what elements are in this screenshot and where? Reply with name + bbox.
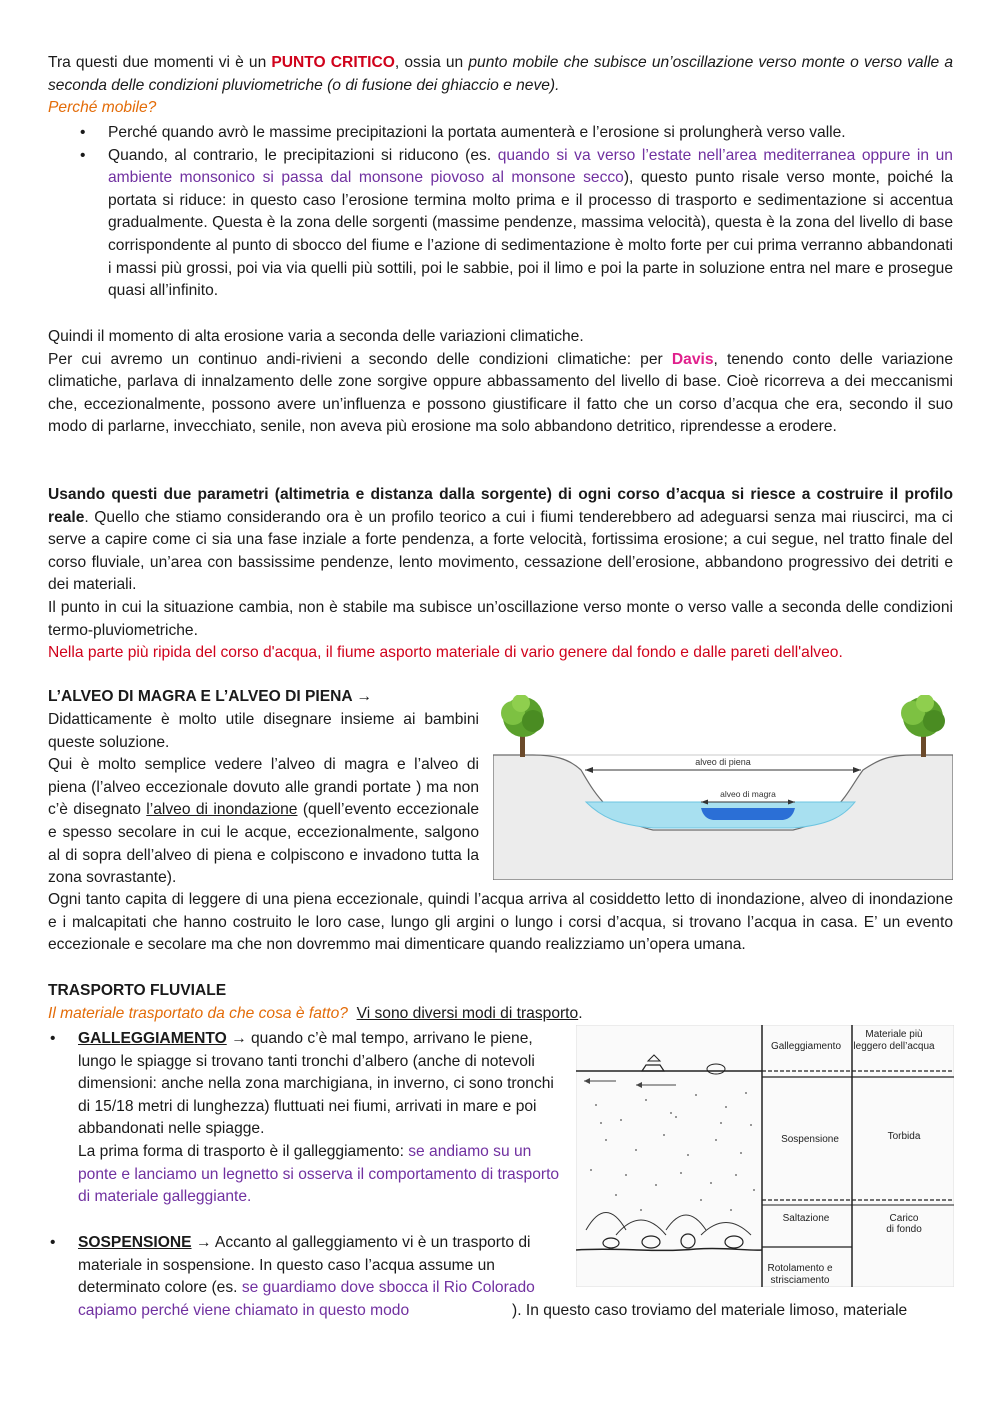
label-galleggiamento: Galleggiamento	[770, 1041, 842, 1052]
paragraph-profilo	[48, 484, 953, 665]
label-rotolamento-2: strisciamento	[770, 1275, 830, 1286]
bullet-list-1	[48, 122, 953, 303]
transport-list-2	[48, 1232, 563, 1322]
text-example: quando si va verso l’estate nell’area mediterranea oppure in un ambiente monsonico si passa dal monsone piovoso al monsone secco	[108, 146, 953, 187]
label-materiale-1: Materiale più	[865, 1029, 923, 1040]
label-materiale-2: leggero dell’acqua	[853, 1041, 935, 1052]
text-bold: Usando questi due parametri (altimetria e distanza dalla sorgente) di ogni corso d’acqua si riesce a costruire il profilo reale	[48, 486, 953, 526]
text: , ossia un	[394, 54, 469, 71]
text-italic: punto mobile che subisce un’oscillazione verso monte o verso valle a seconda delle condizioni pluviometriche (o di fusione dei ghiaccio e neve).	[48, 54, 953, 94]
text: Qui è molto semplice vedere l’alveo di magra e l’alveo di piena (l’alveo eccezionale dovuto alle grandi portate ) ma non c’è disegnato	[48, 756, 479, 819]
transport-list	[48, 1028, 563, 1209]
text: Didatticamente è molto utile disegnare insieme ai bambini queste soluzione.	[48, 711, 479, 751]
text-red: Nella parte più ripida del corso d'acqua, il fiume asporto materiale di vario genere dal fondo e dalle pareti dell'alveo.	[48, 644, 843, 662]
paragraph-punto-critico	[48, 52, 953, 97]
heading-alveo: L’ALVEO DI MAGRA E L’ALVEO DI PIENA →	[48, 688, 373, 705]
text: Perché quando avrò le massime precipitazioni la portata aumenterà e l’erosione si prolungherà verso valle.	[108, 124, 846, 141]
text-example: se guardiamo dove sbocca il Rio Colorado capiamo perché viene chiamato in questo modo	[78, 1279, 535, 1319]
sospensione-end: ). In questo caso troviamo del materiale limoso, materiale	[512, 1302, 908, 1319]
text: .	[578, 1005, 583, 1022]
question-perche-mobile: Perché mobile?	[48, 99, 157, 116]
label-saltazione: Saltazione	[782, 1213, 830, 1224]
list-item-sospensione: • SOSPENSIONE → Accanto al galleggiamento vi è un trasporto di materiale in sospensione. In questo caso l’acqua assume un determinato colore (es. se guardiamo dove sbocca il Rio Colorado capiamo perché viene chiamato in questo modo	[50, 1234, 535, 1319]
trasporto-intro	[48, 1003, 583, 1026]
term-sospensione: SOSPENSIONE	[78, 1234, 192, 1251]
text: Quindi il momento di alta erosione varia a seconda delle variazioni climatiche.	[48, 328, 584, 345]
label-sospensione: Sospensione	[781, 1134, 839, 1145]
text: Quando, al contrario, le precipitazioni si riducono (es.	[108, 146, 498, 164]
text: (quell’evento eccezionale e spesso secolare in cui le acque, eccezionalmente, salgono al di sopra dell’alveo di piena e colpiscono e invadono tutta la zona sovrastante).	[48, 801, 479, 887]
list-item: • Quando, al contrario, le precipitazioni si riducono (es. quando si va verso l’estate nell’area mediterranea oppure in un ambiente monsonico si passa dal monsone piovoso al monsone secco), questo punto risale verso monte, poiché la portata si riduce: in questo caso l’erosione termina molto prima e il processo di trasporto e sedimentazione si accentua gradualmente. Questa è la zona delle sorgenti (massime pendenze, massima velocità), questa è la zona del livello di base corrispondente al punto di sbocco del fiume e l’azione di sedimentazione è molto forte per cui prima verranno abbandonati i massi più grossi, poi via via quelli più sottili, poi le sabbie, poi il limo e poi la parte in soluzione entra nel mare e prosegue quasi all’infinito.	[80, 146, 953, 300]
label-carico-1: Carico	[889, 1213, 919, 1224]
term-punto-critico: PUNTO CRITICO	[271, 54, 395, 71]
alveo-text-2: Ogni tanto capita di leggere di una piena eccezionale, quindi l’acqua arriva al cosiddetto letto di inondazione, alveo di inondazione e i malcapitati che hanno costruito le loro case, lungo gli argini o lungo i corsi d’acqua, si trovano l’acqua in casa. E’ un evento eccezionale e secolare ma che non dovremmo mai dimenticare quando realizziamo un’opera umana.	[48, 891, 953, 954]
term-galleggiamento: GALLEGGIAMENTO	[78, 1030, 227, 1047]
list-item: • Perché quando avrò le massime precipitazioni la portata aumenterà e l’erosione si prolungherà verso valle.	[80, 124, 846, 141]
paragraph-davis	[48, 349, 953, 439]
label-carico-2: di fondo	[886, 1224, 922, 1235]
text: , tenendo conto delle variazione climatiche, parlava di innalzamento delle zone sorgive oppure abbassamento del livello di base. Cioè ricorreva a dei meccanismi che, eccezionalmente, possono avere un’influenza e possono giustificare il fatto che un corso d’acqua che era, secondo il suo modo di parlarne, invecchiato, senile, non aveva più erosione ma solo abbandono detritico, riprendesse a erodere.	[48, 350, 954, 436]
question: Il materiale trasportato da che cosa è fatto?	[48, 1005, 348, 1022]
text: Tra questi due momenti vi è un	[48, 54, 272, 71]
label-alveo-magra: alveo di magra	[720, 789, 776, 799]
label-torbida: Torbida	[887, 1131, 921, 1142]
name-davis: Davis	[671, 350, 714, 368]
text-underlined: l’alveo di inondazione	[146, 801, 298, 819]
text: . Quello che stiamo considerando ora è un profilo teorico a cui i fiumi tenderebbero ad adeguarsi senza mai riuscirci, ma ci serve a capire come ci sia una fase inziale a forte pendenza, a forte velocità, fortissima erosione; a cui segue, nel tratto finale del corso fluviale, un’area con bassissime pendenze, lento movimento, cessazione dell’erosione, abbandono progressivo dei detriti e dei materiali.	[48, 508, 953, 594]
figure-transport-modes	[576, 1025, 954, 1287]
paragraph-climatic	[48, 326, 953, 439]
alveo-text	[48, 709, 479, 890]
label-rotolamento-1: Rotolamento e	[767, 1263, 833, 1274]
text: → quando c’è mal tempo, arrivano le piene, lungo le spiagge si trovano tanti tronchi d’albero (anche di notevoli dimensioni: anche nella zona marchigiana, in inverno, ci sono tronchi di 15/18 metri di lunghezza) fluttuati nei fiumi, arrivati in mare e poi abbandonati nelle spiagge.	[78, 1030, 554, 1138]
spacer	[348, 1005, 357, 1022]
text: Il punto in cui la situazione cambia, non è stabile ma subisce un’oscillazione verso monte o verso valle a seconda delle condizioni termo-pluviometriche.	[48, 598, 953, 639]
text: Per cui avremo un continuo andi-rivieni a secondo delle condizioni climatiche: per	[48, 350, 672, 368]
text-example: se andiamo su un ponte e lanciamo un legnetto si osserva il comportamento di trasporto di materiale galleggiante.	[78, 1142, 560, 1206]
figure-riverbed	[493, 695, 953, 880]
text: La prima forma di trasporto è il galleggiamento:	[78, 1142, 409, 1160]
text: ), questo punto risale verso monte, poiché la portata si riduce: in questo caso l’erosione termina molto prima e il processo di trasporto e sedimentazione si accentua gradualmente. Questa è la zona delle sorgenti (massime pendenze, massima velocità), questa è la zona del livello di base corrispondente al punto di sbocco del fiume e l’azione di sedimentazione è molto forte per cui prima verranno abbandonati i massi più grossi, poi via via quelli più sottili, poi le sabbie, poi il limo e poi la parte in soluzione entra nel mare e prosegue quasi all’infinito.	[108, 169, 953, 300]
heading-trasporto: TRASPORTO FLUVIALE	[48, 982, 227, 999]
list-item-galleggiamento: • GALLEGGIAMENTO → quando c’è mal tempo, arrivano le piene, lungo le spiagge si trovano tanti tronchi d’albero (anche di notevoli dimensioni: anche nella zona marchigiana, in inverno, ci sono tronchi di 15/18 metri di lunghezza) fluttuati nei fiumi, arrivati in mare e poi abbandonati nelle spiagge. La prima forma di trasporto è il galleggiamento: se andiamo su un ponte e lanciamo un legnetto si osserva il comportamento di trasporto di materiale galleggiante.	[50, 1030, 560, 1206]
text: → Accanto al galleggiamento vi è un trasporto di materiale in sospensione. In questo caso l’acqua assume un determinato colore (es.	[78, 1234, 531, 1297]
label-alveo-piena: alveo di piena	[695, 757, 751, 767]
text-underlined: Vi sono diversi modi di trasporto	[356, 1005, 579, 1022]
water-alveo-magra	[701, 808, 795, 820]
